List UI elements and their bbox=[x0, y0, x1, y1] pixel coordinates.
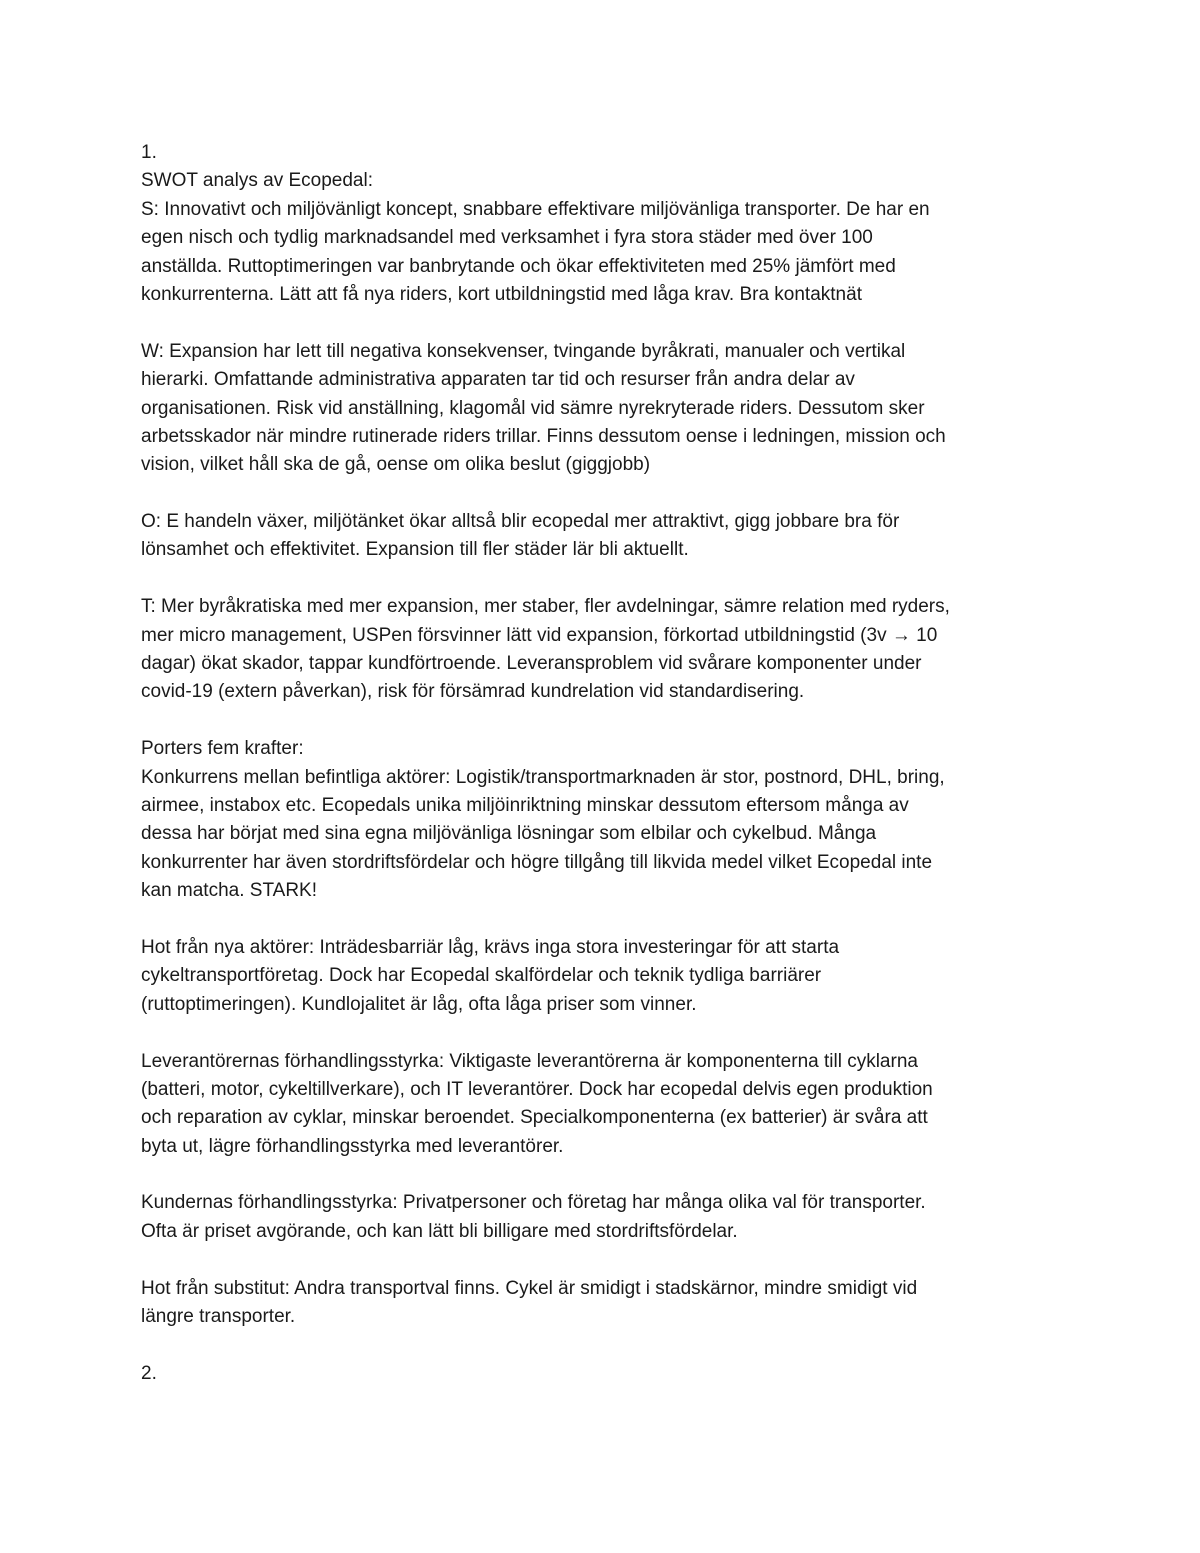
paragraph-spacer bbox=[141, 309, 1076, 337]
text-line: T: Mer byråkratiska med mer expansion, mer staber, fler avdelningar, sämre relation med ryders, bbox=[141, 596, 950, 618]
text-line: byta ut, lägre förhandlingsstyrka med leverantörer. bbox=[141, 1135, 564, 1157]
text-line: (ruttoptimeringen). Kundlojalitet är låg, ofta låga priser som vinner. bbox=[141, 993, 697, 1015]
suppliers-paragraph bbox=[141, 1048, 1076, 1162]
text-line: egen nisch och tydlig marknadsandel med verksamhet i fyra stora städer med över 100 bbox=[141, 227, 873, 249]
buyers-paragraph bbox=[141, 1189, 1076, 1246]
paragraph-spacer bbox=[141, 707, 1076, 735]
section-number: 1. bbox=[141, 142, 157, 163]
text-line: S: Innovativt och miljövänligt koncept, snabbare effektivare miljövänliga transporter. De har en bbox=[141, 198, 930, 220]
text-line: Ofta är priset avgörande, och kan lätt bli billigare med stordriftsfördelar. bbox=[141, 1220, 738, 1242]
rivalry-paragraph bbox=[141, 764, 1076, 906]
text-line: Hot från nya aktörer: Inträdesbarriär låg, krävs inga stora investeringar för att starta bbox=[141, 936, 840, 958]
text-line: cykeltransportföretag. Dock har Ecopedal skalfördelar och teknik tydliga barriärer bbox=[141, 965, 822, 987]
text-line: vision, vilket håll ska de gå, oense om olika beslut (giggjobb) bbox=[141, 454, 651, 476]
text-line: organisationen. Risk vid anställning, klagomål vid sämre nyrekryterade riders. Dessutom sker bbox=[141, 397, 925, 419]
threats-paragraph bbox=[141, 593, 1076, 707]
swot-heading: SWOT analys av Ecopedal: bbox=[141, 170, 373, 192]
text-line: airmee, instabox etc. Ecopedals unika miljöinriktning minskar dessutom eftersom många av bbox=[141, 794, 909, 816]
text-line: covid-19 (extern påverkan), risk för försämrad kundrelation vid standardisering. bbox=[141, 681, 805, 703]
section-number: 2. bbox=[141, 1362, 157, 1384]
new-entrants-paragraph bbox=[141, 934, 1076, 1019]
text-line: konkurrenterna. Lätt att få nya riders, kort utbildningstid med låga krav. Bra kontaktnät bbox=[141, 283, 862, 305]
text-line: längre transporter. bbox=[141, 1306, 296, 1328]
text-line: Konkurrens mellan befintliga aktörer: Logistik/transportmarknaden är stor, postnord, DHL, bring, bbox=[141, 766, 945, 788]
text-line: Hot från substitut: Andra transportval finns. Cykel är smidigt i stadskärnor, mindre smidigt vid bbox=[141, 1277, 918, 1299]
text-line: Leverantörernas förhandlingsstyrka: Viktigaste leverantörerna är komponenterna till cyklarna bbox=[141, 1050, 918, 1072]
text-line: dessa har börjat med sina egna miljövänliga lösningar som elbilar och cykelbud. Många bbox=[141, 823, 877, 845]
text-line: hierarki. Omfattande administrativa apparaten tar tid och resurser från andra delar av bbox=[141, 369, 855, 391]
text-line: Kundernas förhandlingsstyrka: Privatpersoner och företag har många olika val för transporter. bbox=[141, 1192, 926, 1214]
text-line: lönsamhet och effektivitet. Expansion till fler städer lär bli aktuellt. bbox=[141, 539, 689, 561]
strengths-paragraph bbox=[141, 196, 1076, 310]
paragraph-spacer bbox=[141, 565, 1076, 593]
opportunities-paragraph bbox=[141, 508, 1076, 565]
text-line: och reparation av cyklar, minskar beroendet. Specialkomponenterna (ex batterier) är svåra att bbox=[141, 1107, 928, 1129]
paragraph-spacer bbox=[141, 480, 1076, 508]
document-page bbox=[141, 139, 1076, 1388]
text-line: (batteri, motor, cykeltillverkare), och IT leverantörer. Dock har ecopedal delvis egen produktion bbox=[141, 1078, 933, 1100]
text-line: anställda. Ruttoptimeringen var banbrytande och ökar effektiviteten med 25% jämfört med bbox=[141, 255, 896, 277]
text-line: dagar) ökat skador, tappar kundförtroende. Leveransproblem vid svårare komponenter under bbox=[141, 653, 922, 675]
text-line: konkurrenter har även stordriftsfördelar och högre tillgång till likvida medel vilket Ecopedal inte bbox=[141, 851, 933, 873]
paragraph-spacer bbox=[141, 1019, 1076, 1047]
text-line: arbetsskador när mindre rutinerade riders trillar. Finns dessutom oense i ledningen, mission och bbox=[141, 425, 946, 447]
paragraph-spacer bbox=[141, 1246, 1076, 1274]
paragraph-spacer bbox=[141, 906, 1076, 934]
text-line: mer micro management, USPen försvinner lätt vid expansion, förkortad utbildningstid (3v → 10 bbox=[141, 624, 938, 646]
porter-heading: Porters fem krafter: bbox=[141, 738, 304, 760]
text-line: kan matcha. STARK! bbox=[141, 880, 317, 902]
weaknesses-paragraph bbox=[141, 338, 1076, 480]
substitutes-paragraph bbox=[141, 1275, 1076, 1332]
text-line: W: Expansion har lett till negativa konsekvenser, tvingande byråkrati, manualer och vertikal bbox=[141, 340, 906, 362]
paragraph-spacer bbox=[141, 1161, 1076, 1189]
paragraph-spacer bbox=[141, 1331, 1076, 1359]
text-line: O: E handeln växer, miljötänket ökar alltså blir ecopedal mer attraktivt, gigg jobbare bra för bbox=[141, 511, 900, 533]
